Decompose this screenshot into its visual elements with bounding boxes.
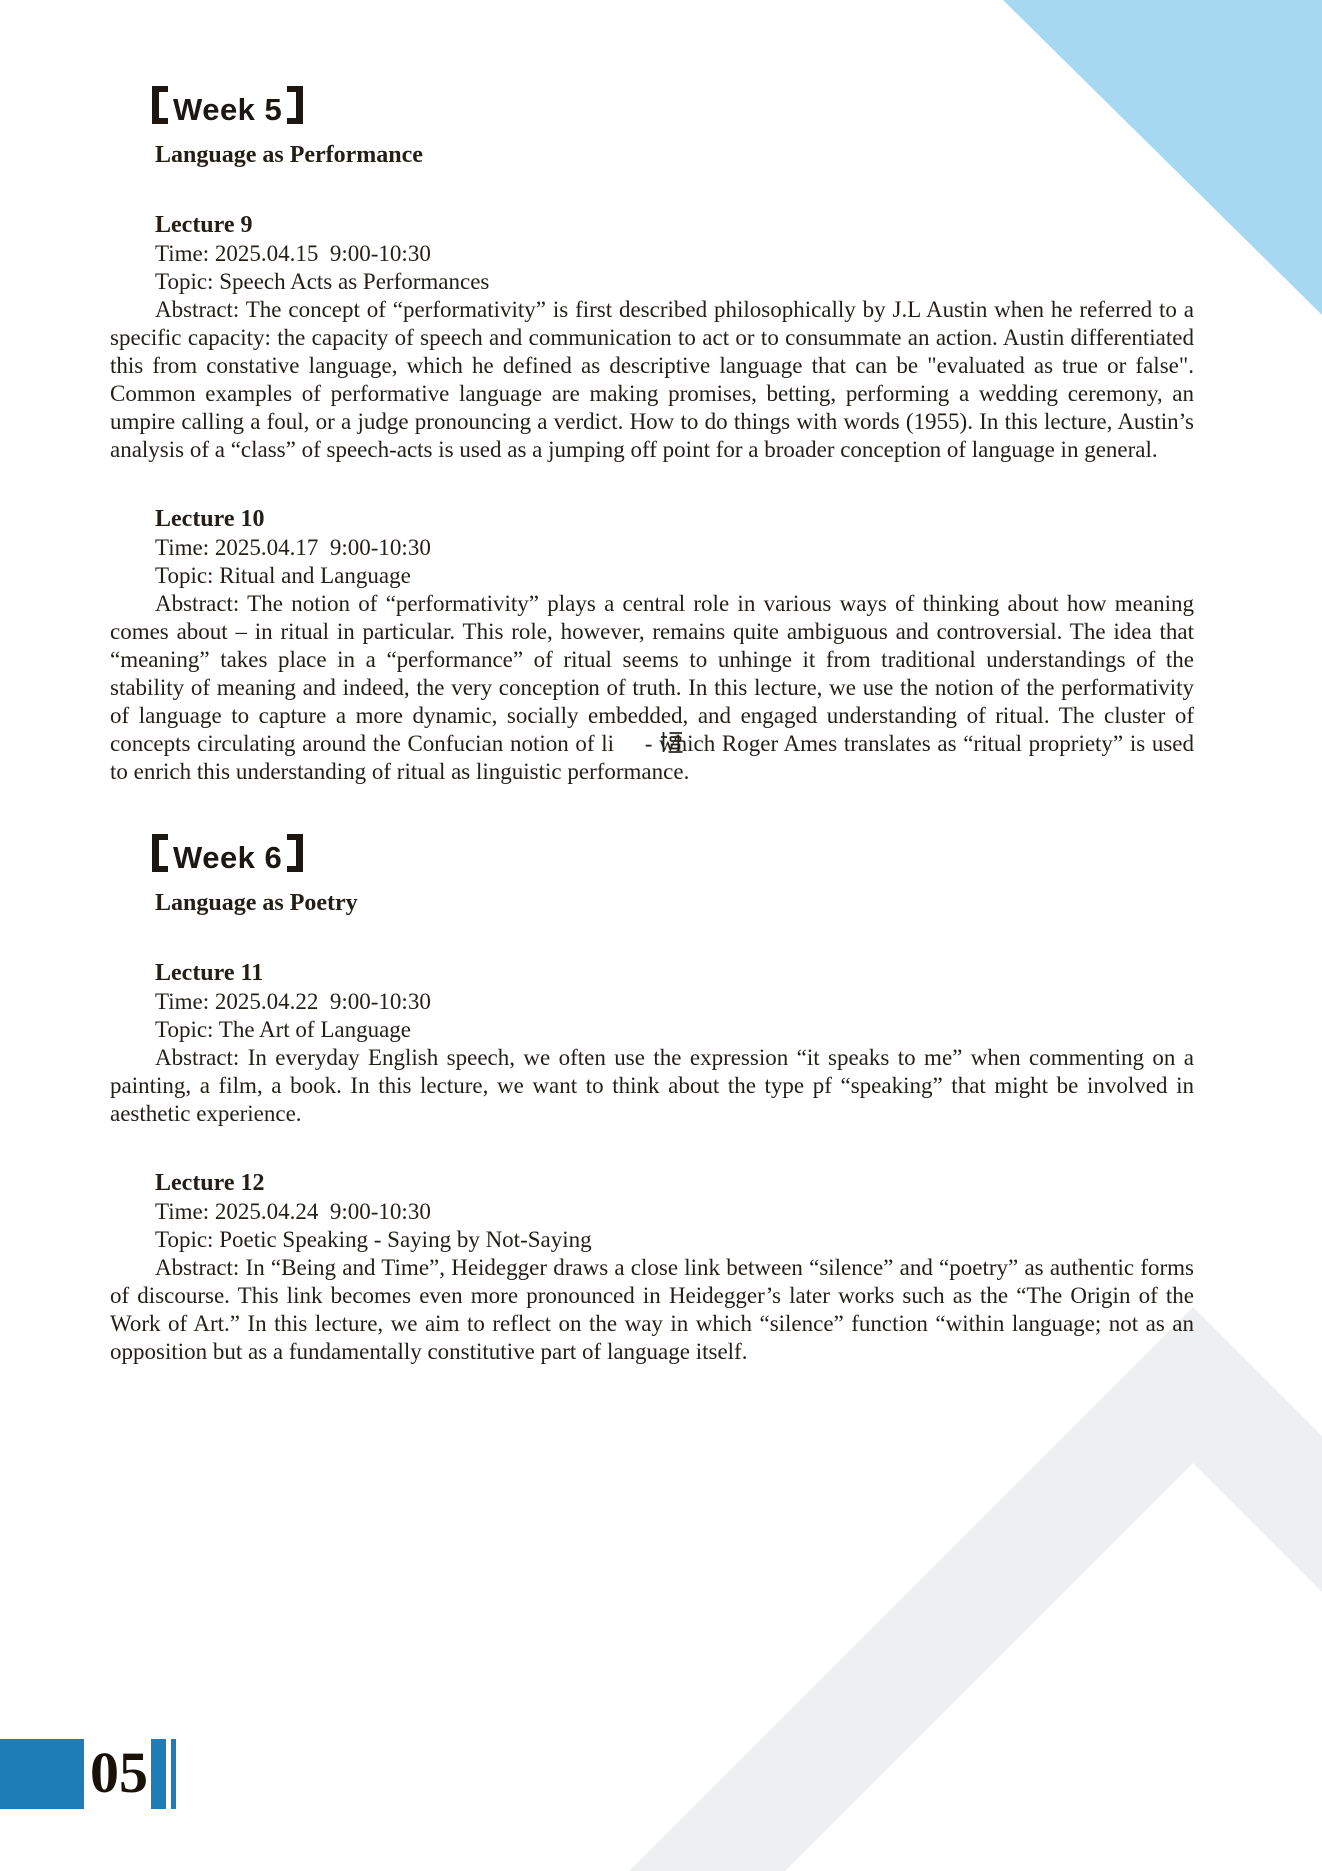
- lecture-10-time: [110, 534, 1194, 562]
- page-number-block: [0, 1739, 84, 1809]
- left-lenticular-bracket: [152, 86, 168, 124]
- week-6-subtitle: Language as Poetry: [155, 890, 358, 916]
- lecture-11-topic: [110, 1016, 1194, 1044]
- topic-label: Topic:: [155, 1017, 214, 1042]
- abstract-text-after-ideograph: - which Roger Ames translates as “ritual propriety” is used to enrich this understanding of ritual as linguistic performance.: [110, 731, 1194, 784]
- right-lenticular-bracket: [287, 86, 303, 124]
- lecture-12-topic: [110, 1226, 1194, 1254]
- lecture-9: [110, 210, 1194, 464]
- week-6-heading: [110, 834, 1194, 876]
- lecture-12: [110, 1168, 1194, 1366]
- lecture-10-topic: [110, 562, 1194, 590]
- lecture-9-topic: [110, 268, 1194, 296]
- lecture-12-time: [110, 1198, 1194, 1226]
- time-value: 2025.04.17 9:00-10:30: [214, 535, 431, 560]
- left-lenticular-bracket: [152, 834, 168, 872]
- lecture-10: [110, 504, 1194, 786]
- li-ideograph: [615, 730, 638, 754]
- topic-label: Topic:: [155, 269, 214, 294]
- lecture-9-title: Lecture 9: [155, 212, 253, 238]
- topic-label: Topic:: [155, 563, 214, 588]
- lecture-11: [110, 958, 1194, 1128]
- lecture-11-title: Lecture 11: [155, 960, 264, 986]
- lecture-12-title: Lecture 12: [155, 1170, 265, 1196]
- lecture-11-abstract: Abstract: In everyday English speech, we often use the expression “it speaks to me” when commenting on a painting, a film, a book. In this lecture, we want to think about the type pf “speaking” that might be involved in aesthetic experience.: [110, 1045, 1194, 1126]
- week-5-section: [110, 86, 1194, 786]
- lecture-9-abstract: Abstract: The concept of “performativity” is first described philosophically by J.L Austin when he referred to a specific capacity: the capacity of speech and communication to act or to consummate an action. Austin differentiated this from constative language, which he defined as descriptive language that can be "evaluated as true or false". Common examples of performative language are making promises, betting, performing a wedding ceremony, an umpire calling a foul, or a judge pronouncing a verdict. How to do things with words (1955). In this lecture, Austin’s analysis of a “class” of speech-acts is used as a jumping off point for a broader conception of language in general.: [110, 297, 1194, 462]
- time-label: Time:: [155, 1199, 210, 1224]
- week-5-heading: [110, 86, 1194, 128]
- abstract-text-before-ideograph: Abstract: The notion of “performativity” plays a central role in various ways of thinking about how meaning comes about – in ritual in particular. This role, however, remains quite ambiguous and controversial. The idea that “meaning” takes place in a “performance” of ritual seems to unhinge it from traditional understandings of the stability of meaning and indeed, the very conception of truth. In this lecture, we use the notion of the performativity of language to capture a more dynamic, socially embedded, and engaged understanding of ritual. The cluster of concepts circulating around the Confucian notion of li: [110, 591, 1194, 756]
- lecture-9-time: [110, 240, 1194, 268]
- lecture-10-abstract: [110, 590, 1194, 786]
- topic-value: Speech Acts as Performances: [219, 269, 490, 294]
- time-label: Time:: [155, 535, 210, 560]
- topic-value: Ritual and Language: [219, 563, 411, 588]
- topic-value: Poetic Speaking - Saying by Not-Saying: [219, 1227, 592, 1252]
- time-label: Time:: [155, 989, 210, 1014]
- page-number: 05: [90, 1740, 148, 1805]
- lecture-12-abstract: Abstract: In “Being and Time”, Heidegger draws a close link between “silence” and “poetry” as authentic forms of discourse. This link becomes even more pronounced in Heidegger’s later works such as the “The Origin of the Work of Art.” In this lecture, we aim to reflect on the way in which “silence” function “within language; not as an opposition but as a fundamentally constitutive part of language itself.: [110, 1255, 1194, 1364]
- lecture-11-time: [110, 988, 1194, 1016]
- time-value: 2025.04.22 9:00-10:30: [214, 989, 431, 1014]
- topic-label: Topic:: [155, 1227, 214, 1252]
- page-footer: [0, 1739, 1322, 1809]
- time-label: Time:: [155, 241, 210, 266]
- week-6-label: Week 6: [173, 840, 283, 875]
- topic-value: The Art of Language: [218, 1017, 412, 1042]
- lecture-10-title: Lecture 10: [155, 506, 265, 532]
- time-value: 2025.04.15 9:00-10:30: [214, 241, 431, 266]
- syllabus-content: [110, 86, 1194, 1366]
- week-5-subtitle: Language as Performance: [155, 142, 423, 168]
- right-lenticular-bracket: [287, 834, 303, 872]
- week-5-label: Week 5: [173, 92, 283, 127]
- time-value: 2025.04.24 9:00-10:30: [214, 1199, 431, 1224]
- footer-thin-bar: [171, 1739, 176, 1809]
- week-6-section: [110, 834, 1194, 1366]
- footer-thick-bar: [151, 1739, 166, 1809]
